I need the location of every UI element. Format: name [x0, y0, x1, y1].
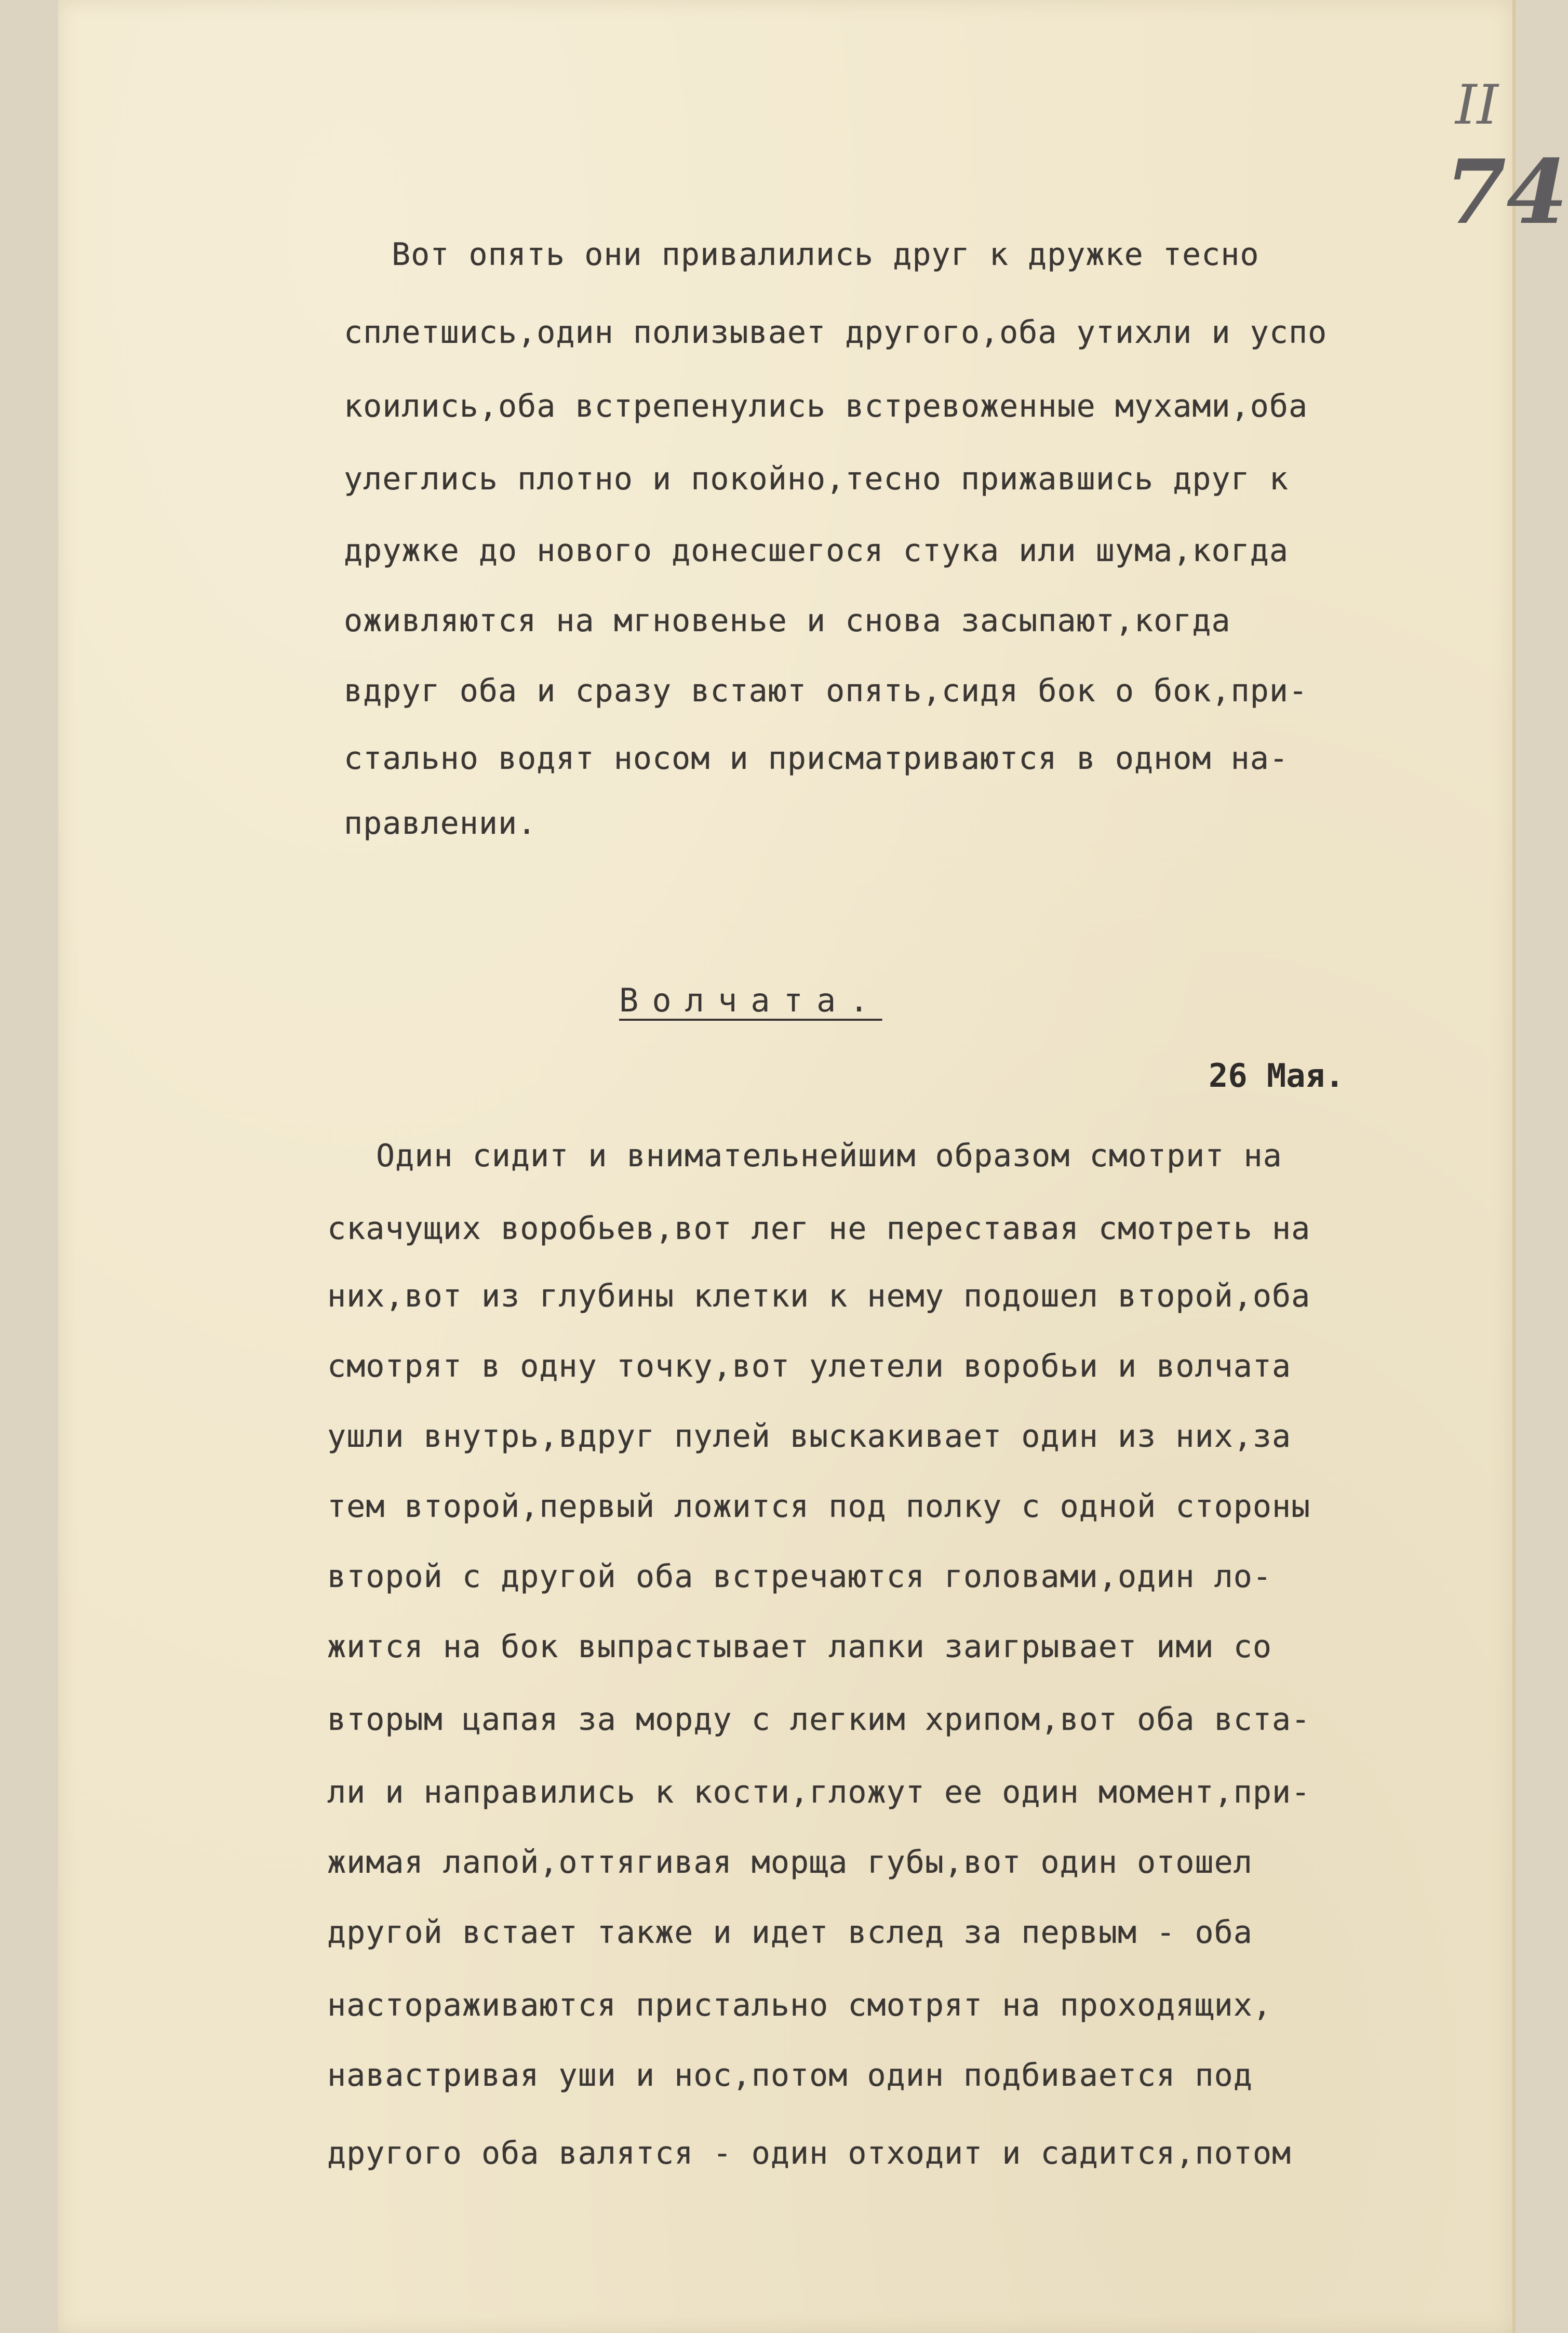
folio-number: 74 — [1445, 140, 1568, 244]
text-line: тем второй,первый ложится под полку с одной стороны — [327, 1488, 1311, 1525]
text-line: жится на бок выпрастывает лапки заигрывает ими со — [327, 1629, 1272, 1665]
text-line: настораживаются пристально смотрят на проходящих, — [327, 1987, 1272, 2023]
text-line: сплетшись,один полизывает другого,оба утихли и успо — [344, 314, 1328, 351]
archive-mark: II — [1455, 73, 1498, 137]
text-line: правлении. — [344, 805, 537, 842]
section-heading: Волчата. — [619, 981, 882, 1019]
text-line: Вот опять они привалились друг к дружке тесно — [392, 236, 1259, 273]
text-line: скачущих воробьев,вот лег не переставая смотреть на — [327, 1210, 1311, 1247]
text-line: стально водят носом и присматриваются в одном на- — [344, 740, 1289, 777]
text-line: вторым цапая за морду с легким хрипом,вот оба вста- — [327, 1701, 1311, 1738]
text-line: ушли внутрь,вдруг пулей выскакивает один из них,за — [327, 1418, 1292, 1455]
text-line: второй с другой оба встречаются головами,один ло- — [327, 1558, 1272, 1595]
text-line: оживляются на мгновенье и снова засыпают,когда — [344, 603, 1231, 639]
text-line: них,вот из глубины клетки к нему подошел второй,оба — [327, 1278, 1311, 1314]
text-line: ли и направились к кости,гложут ее один момент,при- — [327, 1774, 1311, 1810]
text-line: улеглись плотно и покойно,тесно прижавшись друг к — [344, 461, 1289, 497]
text-line: Один сидит и внимательнейшим образом смотрит на — [376, 1138, 1282, 1174]
text-line: смотрят в одну точку,вот улетели воробьи и волчата — [327, 1348, 1292, 1384]
text-line: коились,оба встрепенулись встревоженные мухами,оба — [344, 388, 1308, 424]
text-line: дружке до нового донесшегося стука или шума,когда — [344, 532, 1289, 569]
text-line: вдруг оба и сразу встают опять,сидя бок о бок,при- — [344, 673, 1308, 709]
text-line: другого оба валятся - один отходит и садится,потом — [327, 2135, 1292, 2171]
text-line: жимая лапой,оттягивая морща губы,вот один отошел — [327, 1844, 1253, 1881]
text-line: навастривая уши и нос,потом один подбивается под — [327, 2057, 1253, 2094]
document-page — [58, 0, 1568, 2333]
entry-date: 26 Мая. — [1209, 1057, 1345, 1095]
text-line: другой встает также и идет вслед за первым - оба — [327, 1914, 1253, 1951]
